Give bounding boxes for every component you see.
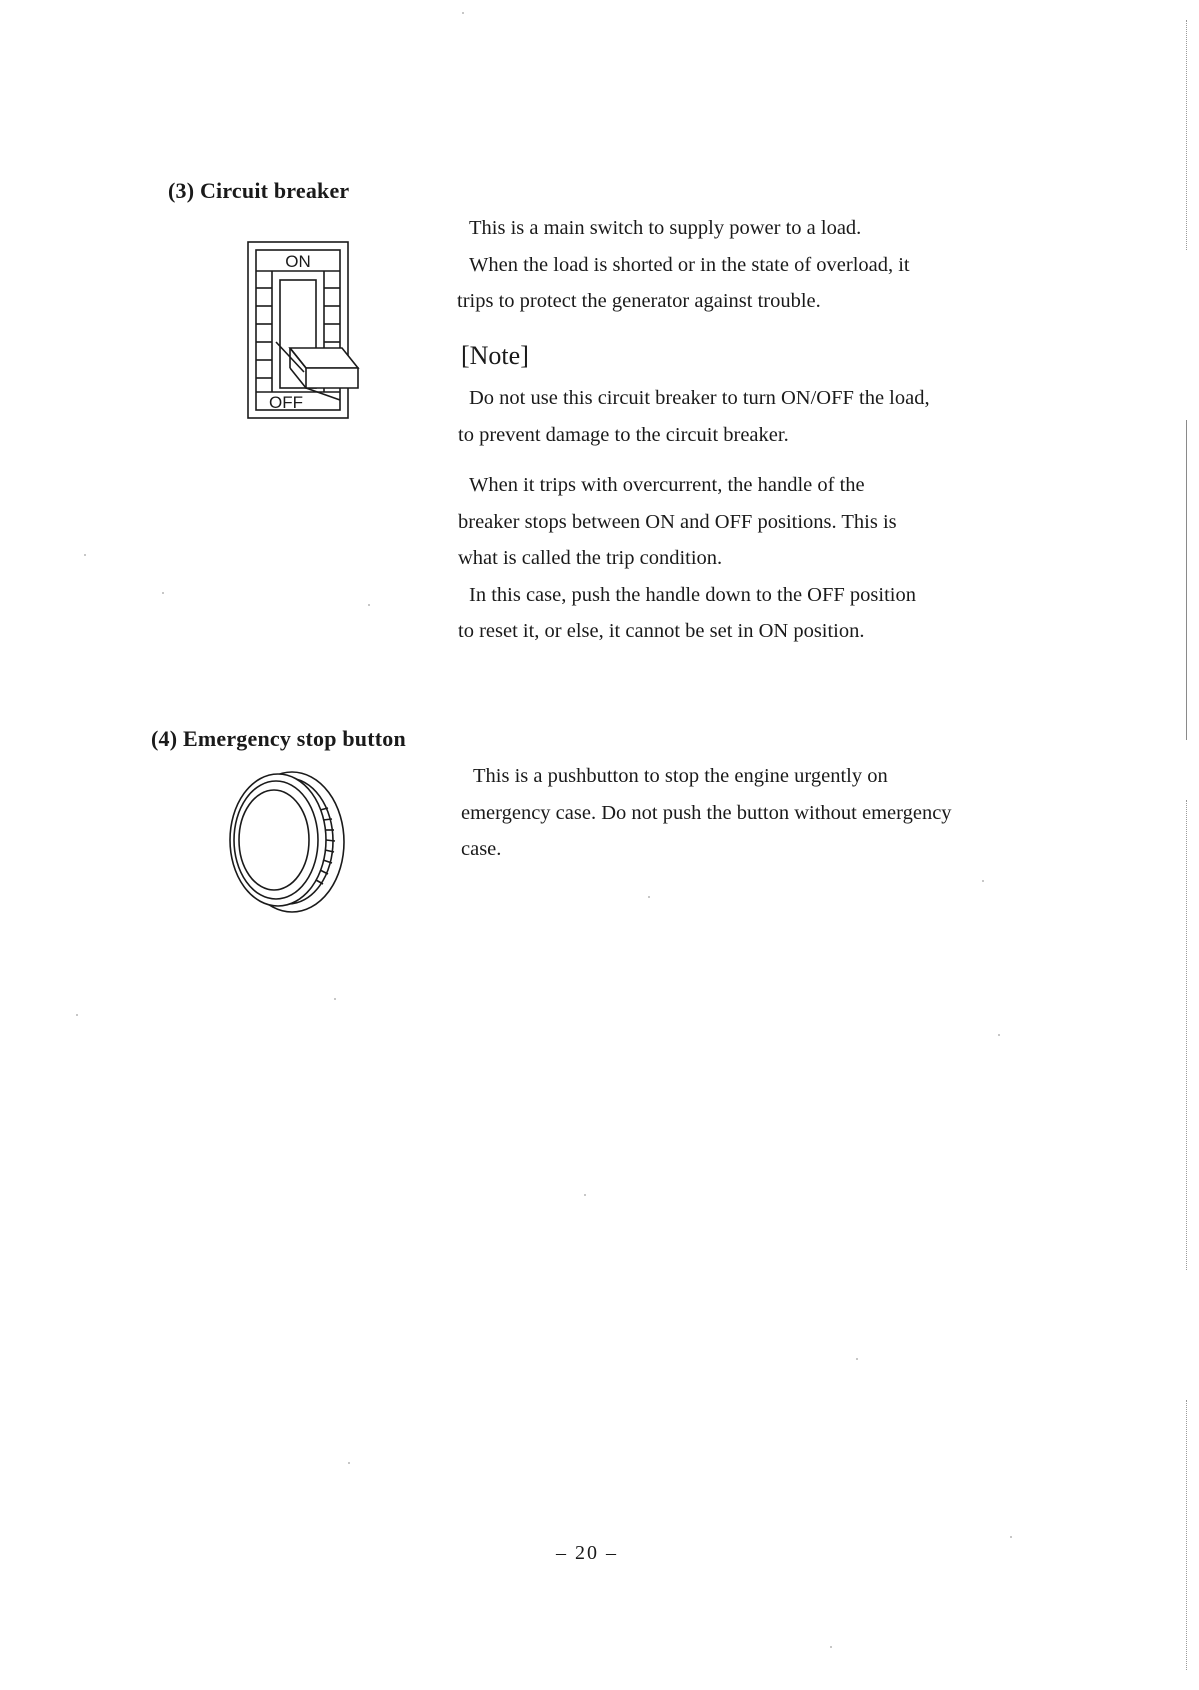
scan-speck: [334, 998, 336, 1000]
on-label: ON: [285, 252, 311, 271]
text-line: This is a pushbutton to stop the engine urgently on: [473, 765, 888, 787]
scan-edge-line: [1186, 420, 1187, 740]
text-line: trips to protect the generator against trouble.: [457, 290, 821, 312]
circuit-breaker-description: [457, 210, 910, 320]
scan-speck: [856, 1358, 858, 1360]
emergency-stop-description: [461, 758, 952, 868]
page-number: – 20 –: [556, 1542, 618, 1564]
off-label: OFF: [269, 393, 303, 412]
emergency-stop-illustration: [222, 762, 352, 922]
text-line: When it trips with overcurrent, the handle of the: [469, 474, 865, 496]
scan-speck: [998, 1034, 1000, 1036]
text-line: When the load is shorted or in the state of overload, it: [469, 253, 910, 276]
text-line: Do not use this circuit breaker to turn ON/OFF the load,: [469, 387, 930, 409]
text-line: what is called the trip condition.: [458, 547, 723, 569]
scan-speck: [348, 1462, 350, 1464]
scan-speck: [368, 604, 370, 606]
scan-speck: [982, 880, 984, 882]
text-line: breaker stops between ON and OFF positions. This is: [458, 510, 897, 533]
scan-speck: [1010, 1536, 1012, 1538]
note-title: [Note]: [461, 341, 529, 370]
scan-speck: [830, 1646, 832, 1648]
text-line: to reset it, or else, it cannot be set in ON position.: [458, 620, 865, 642]
text-line: This is a main switch to supply power to a load.: [469, 217, 862, 239]
emergency-stop-heading: (4) Emergency stop button: [151, 726, 406, 751]
scan-speck: [462, 12, 464, 14]
scan-speck: [76, 1014, 78, 1016]
scan-edge-line: [1186, 800, 1187, 1270]
text-line: case.: [461, 838, 502, 860]
text-line: to prevent damage to the circuit breaker.: [458, 423, 789, 446]
scan-speck: [648, 896, 650, 898]
note-text: [458, 380, 930, 453]
scan-edge-line: [1186, 20, 1187, 250]
scan-speck: [162, 592, 164, 594]
scan-edge-line: [1186, 1400, 1187, 1670]
scan-speck: [584, 1194, 586, 1196]
trip-condition-text: [458, 467, 916, 650]
text-line: emergency case. Do not push the button without emergency: [461, 801, 952, 824]
scan-speck: [84, 554, 86, 556]
circuit-breaker-heading: (3) Circuit breaker: [168, 178, 350, 203]
circuit-breaker-illustration: [246, 240, 366, 430]
text-line: In this case, push the handle down to the OFF position: [469, 583, 916, 606]
